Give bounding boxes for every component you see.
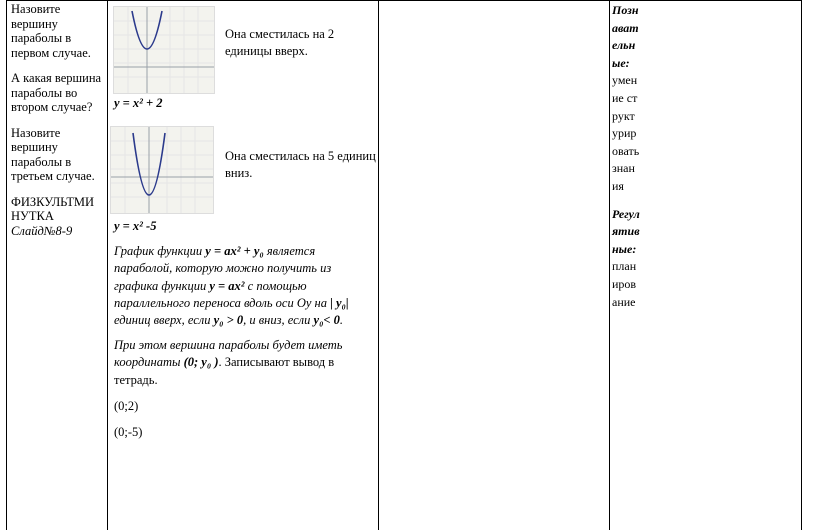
rule-part: , и вниз, если (243, 313, 314, 328)
table-border-top (6, 0, 802, 1)
question-third-vertex: Назовите вершину параболы в третьем случае. (11, 125, 95, 183)
rule-part: единиц вверх, если (114, 313, 214, 328)
table-divider-3 (609, 0, 610, 530)
rule-condition-down: y₀< 0 (313, 313, 340, 328)
rule-condition-up: y₀ > 0 (213, 313, 244, 328)
regulatory-heading: Регулятивные: (612, 206, 640, 256)
questions-column (11, 2, 103, 238)
slide-reference: Слайд№8-9 (11, 223, 73, 238)
rule-part: График функции (114, 244, 206, 258)
question-second-vertex: А какая вершина параболы во втором случае? (11, 71, 102, 114)
parabola-graph-down-svg (111, 127, 213, 213)
physical-break (11, 195, 103, 239)
rule-shift-amount: | y₀| (330, 295, 349, 310)
answer-first: (0;2) (114, 399, 139, 413)
table-divider-1 (107, 0, 108, 530)
question-first-vertex: Назовите вершину параболы в первом случае. (11, 2, 91, 60)
parabola-graph-up-svg (114, 7, 214, 93)
formula-shift-up: y = x² + 2 (114, 96, 163, 110)
rule-formula: y = ax² + y₀ (205, 244, 264, 258)
parabola-graph-up (113, 6, 215, 94)
vertex-text-part: . Записывают вывод в тетрадь. (114, 355, 335, 387)
vertex-text (114, 337, 376, 389)
cognitive-skill: умение структурировать знания (612, 73, 640, 193)
table-divider-2 (378, 0, 379, 530)
rule-part: . (339, 313, 344, 328)
parabola-graph-down (110, 126, 214, 214)
shift-rule-text (114, 243, 376, 329)
shift-up-note: Она сместилась на 2 единицы вверх. (225, 27, 335, 58)
rule-part: является параболой, которую можно получить из графика функции (114, 244, 332, 293)
table-border-left (6, 0, 7, 530)
vertex-text-part: При этом вершина параболы будет иметь координаты (114, 338, 343, 370)
rule-part: с помощью параллельного переноса вдоль оси Оу на (114, 278, 331, 310)
rule-base-formula: y = ax² (209, 278, 245, 293)
physical-break-label: ФИЗКУЛЬТМИНУТКА (11, 194, 95, 223)
skills-column (612, 2, 640, 311)
shift-down-note: Она сместилась на 5 единиц вниз. (225, 149, 376, 180)
answer-second: (0;-5) (114, 425, 143, 439)
cognitive-heading: Познавательные: (612, 3, 639, 70)
table-border-right (801, 0, 802, 530)
vertex-coordinates: (0; y₀ ) (183, 355, 219, 370)
regulatory-skill: планирование (612, 259, 637, 309)
formula-shift-down: y = x² -5 (114, 219, 157, 233)
